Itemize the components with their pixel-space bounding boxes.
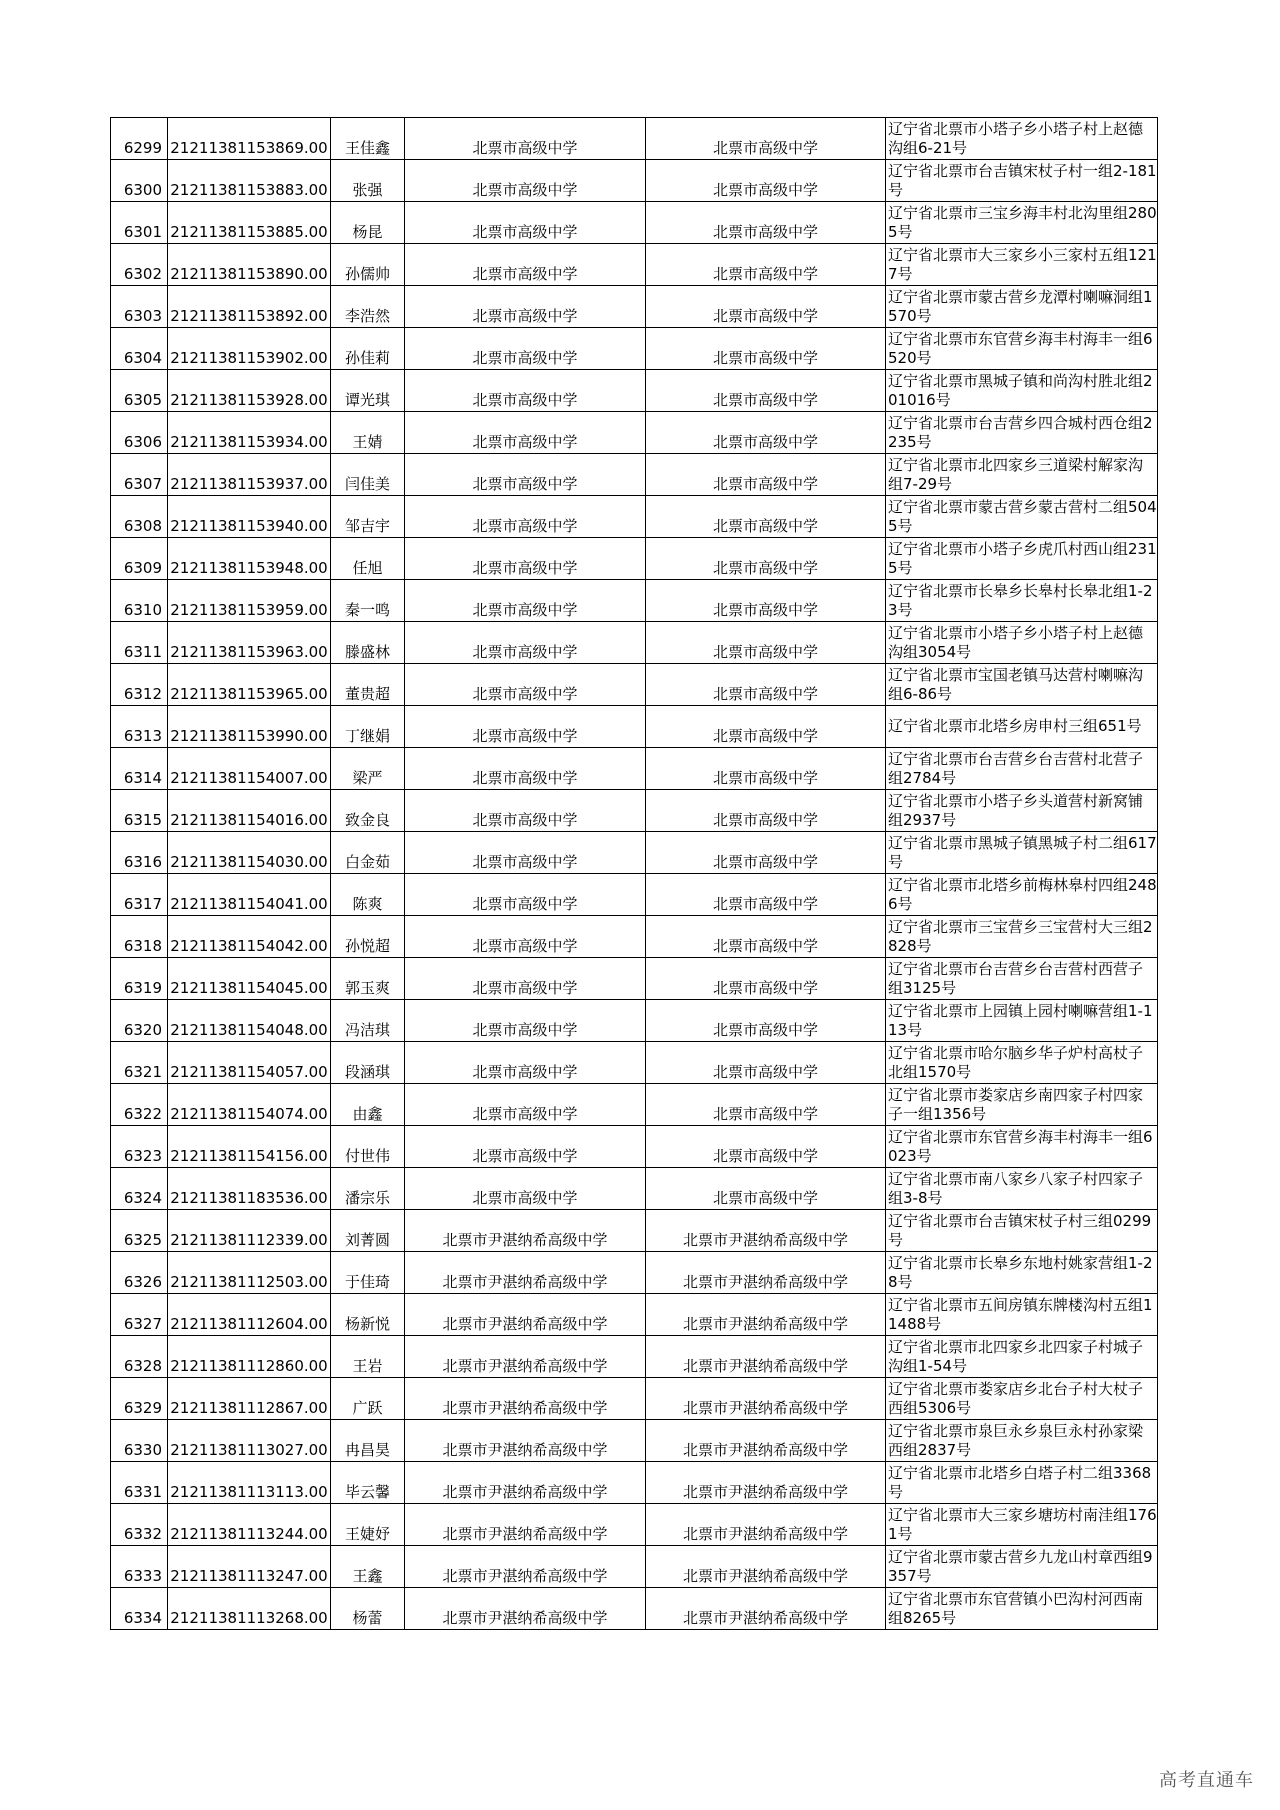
exam-id-cell: 21211381154007.00: [168, 748, 331, 790]
table-row: [111, 664, 1158, 706]
table-row: [111, 1000, 1158, 1042]
exam-id-cell: 21211381153965.00: [168, 664, 331, 706]
student-name-cell: 邹吉宇: [331, 496, 405, 538]
exam-id-cell: 21211381153959.00: [168, 580, 331, 622]
address-cell: 辽宁省北票市台吉镇宋杖子村一组2-181号: [886, 160, 1158, 202]
seq-cell: 6318: [111, 916, 168, 958]
table-row: [111, 1378, 1158, 1420]
exam-id-cell: 21211381153902.00: [168, 328, 331, 370]
seq-cell: 6309: [111, 538, 168, 580]
school-cell: 北票市高级中学: [405, 1084, 646, 1126]
seq-cell: 6303: [111, 286, 168, 328]
seq-cell: 6320: [111, 1000, 168, 1042]
table-row: [111, 286, 1158, 328]
address-cell: 辽宁省北票市北四家乡北四家子村城子沟组1-54号: [886, 1336, 1158, 1378]
school-cell: 北票市尹湛纳希高级中学: [405, 1504, 646, 1546]
school-cell: 北票市高级中学: [405, 160, 646, 202]
table-row: [111, 1336, 1158, 1378]
exam-id-cell: 21211381112604.00: [168, 1294, 331, 1336]
address-cell: 辽宁省北票市娄家店乡北台子村大杖子西组5306号: [886, 1378, 1158, 1420]
seq-cell: 6329: [111, 1378, 168, 1420]
table-row: [111, 874, 1158, 916]
seq-cell: 6307: [111, 454, 168, 496]
address-cell: 辽宁省北票市黑城子镇和尚沟村胜北组201016号: [886, 370, 1158, 412]
graduated-school-cell: 北票市高级中学: [646, 790, 886, 832]
graduated-school-cell: 北票市高级中学: [646, 538, 886, 580]
student-name-cell: 潘宗乐: [331, 1168, 405, 1210]
seq-cell: 6330: [111, 1420, 168, 1462]
exam-id-cell: 21211381113244.00: [168, 1504, 331, 1546]
school-cell: 北票市高级中学: [405, 1000, 646, 1042]
seq-cell: 6334: [111, 1588, 168, 1630]
student-name-cell: 段涵琪: [331, 1042, 405, 1084]
student-name-cell: 任旭: [331, 538, 405, 580]
seq-cell: 6323: [111, 1126, 168, 1168]
address-cell: 辽宁省北票市三宝乡海丰村北沟里组2805号: [886, 202, 1158, 244]
school-cell: 北票市高级中学: [405, 748, 646, 790]
exam-id-cell: 21211381154045.00: [168, 958, 331, 1000]
table-row: [111, 1294, 1158, 1336]
student-name-cell: 秦一鸣: [331, 580, 405, 622]
seq-cell: 6327: [111, 1294, 168, 1336]
graduated-school-cell: 北票市高级中学: [646, 832, 886, 874]
school-cell: 北票市高级中学: [405, 706, 646, 748]
exam-id-cell: 21211381183536.00: [168, 1168, 331, 1210]
student-name-cell: 王鑫: [331, 1546, 405, 1588]
table-row: [111, 160, 1158, 202]
student-name-cell: 梁严: [331, 748, 405, 790]
address-cell: 辽宁省北票市小塔子乡小塔子村上赵德沟组6-21号: [886, 118, 1158, 160]
student-name-cell: 王婧: [331, 412, 405, 454]
seq-cell: 6322: [111, 1084, 168, 1126]
graduated-school-cell: 北票市高级中学: [646, 328, 886, 370]
seq-cell: 6315: [111, 790, 168, 832]
table-row: [111, 1546, 1158, 1588]
graduated-school-cell: 北票市高级中学: [646, 958, 886, 1000]
school-cell: 北票市尹湛纳希高级中学: [405, 1546, 646, 1588]
address-cell: 辽宁省北票市三宝营乡三宝营村大三组2828号: [886, 916, 1158, 958]
address-cell: 辽宁省北票市台吉镇宋杖子村三组0299号: [886, 1210, 1158, 1252]
school-cell: 北票市高级中学: [405, 244, 646, 286]
student-name-cell: 谭光琪: [331, 370, 405, 412]
graduated-school-cell: 北票市高级中学: [646, 412, 886, 454]
school-cell: 北票市高级中学: [405, 1126, 646, 1168]
table-row: [111, 1210, 1158, 1252]
graduated-school-cell: 北票市尹湛纳希高级中学: [646, 1336, 886, 1378]
exam-id-cell: 21211381154156.00: [168, 1126, 331, 1168]
exam-id-cell: 21211381112503.00: [168, 1252, 331, 1294]
address-cell: 辽宁省北票市台吉营乡四合城村西仓组2235号: [886, 412, 1158, 454]
student-name-cell: 张强: [331, 160, 405, 202]
table-row: [111, 622, 1158, 664]
address-cell: 辽宁省北票市东官营乡海丰村海丰一组6520号: [886, 328, 1158, 370]
school-cell: 北票市高级中学: [405, 328, 646, 370]
seq-cell: 6314: [111, 748, 168, 790]
exam-id-cell: 21211381154030.00: [168, 832, 331, 874]
exam-id-cell: 21211381112860.00: [168, 1336, 331, 1378]
graduated-school-cell: 北票市尹湛纳希高级中学: [646, 1420, 886, 1462]
school-cell: 北票市高级中学: [405, 412, 646, 454]
exam-id-cell: 21211381153940.00: [168, 496, 331, 538]
address-cell: 辽宁省北票市小塔子乡头道营村新窝铺组2937号: [886, 790, 1158, 832]
exam-id-cell: 21211381153885.00: [168, 202, 331, 244]
student-name-cell: 郭玉爽: [331, 958, 405, 1000]
exam-id-cell: 21211381112867.00: [168, 1378, 331, 1420]
graduated-school-cell: 北票市高级中学: [646, 748, 886, 790]
graduated-school-cell: 北票市高级中学: [646, 370, 886, 412]
school-cell: 北票市尹湛纳希高级中学: [405, 1378, 646, 1420]
exam-id-cell: 21211381113113.00: [168, 1462, 331, 1504]
student-name-cell: 白金茹: [331, 832, 405, 874]
table-row: [111, 118, 1158, 160]
exam-id-cell: 21211381112339.00: [168, 1210, 331, 1252]
graduated-school-cell: 北票市高级中学: [646, 580, 886, 622]
student-name-cell: 付世伟: [331, 1126, 405, 1168]
table-row: [111, 790, 1158, 832]
student-name-cell: 陈爽: [331, 874, 405, 916]
address-cell: 辽宁省北票市黑城子镇黑城子村二组617号: [886, 832, 1158, 874]
graduated-school-cell: 北票市高级中学: [646, 916, 886, 958]
address-cell: 辽宁省北票市东官营镇小巴沟村河西南组8265号: [886, 1588, 1158, 1630]
seq-cell: 6317: [111, 874, 168, 916]
exam-id-cell: 21211381154057.00: [168, 1042, 331, 1084]
address-cell: 辽宁省北票市北塔乡白塔子村二组3368号: [886, 1462, 1158, 1504]
table-row: [111, 958, 1158, 1000]
address-cell: 辽宁省北票市大三家乡小三家村五组1217号: [886, 244, 1158, 286]
graduated-school-cell: 北票市高级中学: [646, 1126, 886, 1168]
graduated-school-cell: 北票市高级中学: [646, 160, 886, 202]
school-cell: 北票市高级中学: [405, 916, 646, 958]
graduated-school-cell: 北票市高级中学: [646, 202, 886, 244]
school-cell: 北票市尹湛纳希高级中学: [405, 1588, 646, 1630]
graduated-school-cell: 北票市高级中学: [646, 874, 886, 916]
seq-cell: 6325: [111, 1210, 168, 1252]
graduated-school-cell: 北票市高级中学: [646, 622, 886, 664]
exam-id-cell: 21211381153934.00: [168, 412, 331, 454]
school-cell: 北票市高级中学: [405, 370, 646, 412]
graduated-school-cell: 北票市高级中学: [646, 496, 886, 538]
graduated-school-cell: 北票市高级中学: [646, 1168, 886, 1210]
address-cell: 辽宁省北票市娄家店乡南四家子村四家子一组1356号: [886, 1084, 1158, 1126]
exam-id-cell: 21211381154016.00: [168, 790, 331, 832]
student-name-cell: 孙佳莉: [331, 328, 405, 370]
table-row: [111, 1042, 1158, 1084]
student-name-cell: 杨昆: [331, 202, 405, 244]
table-row: [111, 1504, 1158, 1546]
table-row: [111, 412, 1158, 454]
exam-id-cell: 21211381153990.00: [168, 706, 331, 748]
seq-cell: 6333: [111, 1546, 168, 1588]
table-row: [111, 832, 1158, 874]
school-cell: 北票市尹湛纳希高级中学: [405, 1336, 646, 1378]
student-name-cell: 毕云馨: [331, 1462, 405, 1504]
table-row: [111, 706, 1158, 748]
exam-id-cell: 21211381153890.00: [168, 244, 331, 286]
seq-cell: 6319: [111, 958, 168, 1000]
school-cell: 北票市高级中学: [405, 874, 646, 916]
exam-id-cell: 21211381113247.00: [168, 1546, 331, 1588]
exam-id-cell: 21211381154042.00: [168, 916, 331, 958]
student-name-cell: 孙儒帅: [331, 244, 405, 286]
student-name-cell: 王佳鑫: [331, 118, 405, 160]
student-name-cell: 滕盛林: [331, 622, 405, 664]
graduated-school-cell: 北票市尹湛纳希高级中学: [646, 1546, 886, 1588]
student-name-cell: 王婕妤: [331, 1504, 405, 1546]
seq-cell: 6300: [111, 160, 168, 202]
student-name-cell: 刘菁圆: [331, 1210, 405, 1252]
graduated-school-cell: 北票市高级中学: [646, 244, 886, 286]
address-cell: 辽宁省北票市北四家乡三道梁村解家沟组7-29号: [886, 454, 1158, 496]
seq-cell: 6324: [111, 1168, 168, 1210]
graduated-school-cell: 北票市高级中学: [646, 454, 886, 496]
student-name-cell: 丁继娟: [331, 706, 405, 748]
seq-cell: 6328: [111, 1336, 168, 1378]
exam-id-cell: 21211381153869.00: [168, 118, 331, 160]
graduated-school-cell: 北票市高级中学: [646, 1084, 886, 1126]
address-cell: 辽宁省北票市小塔子乡虎爪村西山组2315号: [886, 538, 1158, 580]
table-row: [111, 202, 1158, 244]
seq-cell: 6302: [111, 244, 168, 286]
student-name-cell: 致金良: [331, 790, 405, 832]
address-cell: 辽宁省北票市长皋乡东地村姚家营组1-28号: [886, 1252, 1158, 1294]
school-cell: 北票市高级中学: [405, 790, 646, 832]
school-cell: 北票市高级中学: [405, 118, 646, 160]
table-row: [111, 1084, 1158, 1126]
address-cell: 辽宁省北票市蒙古营乡蒙古营村二组5045号: [886, 496, 1158, 538]
exam-id-cell: 21211381154041.00: [168, 874, 331, 916]
exam-id-cell: 21211381153948.00: [168, 538, 331, 580]
address-cell: 辽宁省北票市北塔乡房申村三组651号: [886, 706, 1158, 748]
table-row: [111, 454, 1158, 496]
school-cell: 北票市高级中学: [405, 286, 646, 328]
school-cell: 北票市尹湛纳希高级中学: [405, 1420, 646, 1462]
address-cell: 辽宁省北票市泉巨永乡泉巨永村孙家梁西组2837号: [886, 1420, 1158, 1462]
school-cell: 北票市尹湛纳希高级中学: [405, 1252, 646, 1294]
seq-cell: 6305: [111, 370, 168, 412]
address-cell: 辽宁省北票市蒙古营乡龙潭村喇嘛洞组1570号: [886, 286, 1158, 328]
student-name-cell: 杨蕾: [331, 1588, 405, 1630]
graduated-school-cell: 北票市高级中学: [646, 286, 886, 328]
student-name-cell: 李浩然: [331, 286, 405, 328]
address-cell: 辽宁省北票市长皋乡长皋村长皋北组1-23号: [886, 580, 1158, 622]
address-cell: 辽宁省北票市大三家乡塘坊村南洼组1761号: [886, 1504, 1158, 1546]
student-name-cell: 闫佳美: [331, 454, 405, 496]
table-row: [111, 496, 1158, 538]
exam-id-cell: 21211381113027.00: [168, 1420, 331, 1462]
table-row: [111, 1462, 1158, 1504]
student-name-cell: 董贵超: [331, 664, 405, 706]
school-cell: 北票市高级中学: [405, 202, 646, 244]
table-row: [111, 244, 1158, 286]
graduated-school-cell: 北票市尹湛纳希高级中学: [646, 1462, 886, 1504]
table-body: [111, 118, 1158, 1630]
seq-cell: 6304: [111, 328, 168, 370]
student-name-cell: 孙悦超: [331, 916, 405, 958]
student-name-cell: 广跃: [331, 1378, 405, 1420]
school-cell: 北票市尹湛纳希高级中学: [405, 1294, 646, 1336]
address-cell: 辽宁省北票市北塔乡前梅林皋村四组2486号: [886, 874, 1158, 916]
student-name-cell: 冉昌昊: [331, 1420, 405, 1462]
seq-cell: 6311: [111, 622, 168, 664]
table-row: [111, 1126, 1158, 1168]
exam-id-cell: 21211381153883.00: [168, 160, 331, 202]
graduated-school-cell: 北票市尹湛纳希高级中学: [646, 1378, 886, 1420]
school-cell: 北票市高级中学: [405, 580, 646, 622]
school-cell: 北票市高级中学: [405, 958, 646, 1000]
seq-cell: 6313: [111, 706, 168, 748]
school-cell: 北票市高级中学: [405, 622, 646, 664]
graduated-school-cell: 北票市尹湛纳希高级中学: [646, 1504, 886, 1546]
graduated-school-cell: 北票市高级中学: [646, 1000, 886, 1042]
school-cell: 北票市高级中学: [405, 832, 646, 874]
exam-id-cell: 21211381113268.00: [168, 1588, 331, 1630]
address-cell: 辽宁省北票市小塔子乡小塔子村上赵德沟组3054号: [886, 622, 1158, 664]
graduated-school-cell: 北票市高级中学: [646, 706, 886, 748]
exam-id-cell: 21211381153963.00: [168, 622, 331, 664]
graduated-school-cell: 北票市尹湛纳希高级中学: [646, 1588, 886, 1630]
school-cell: 北票市高级中学: [405, 664, 646, 706]
graduated-school-cell: 北票市高级中学: [646, 1042, 886, 1084]
address-cell: 辽宁省北票市上园镇上园村喇嘛营组1-113号: [886, 1000, 1158, 1042]
seq-cell: 6321: [111, 1042, 168, 1084]
graduated-school-cell: 北票市尹湛纳希高级中学: [646, 1252, 886, 1294]
table-row: [111, 370, 1158, 412]
student-name-cell: 杨新悦: [331, 1294, 405, 1336]
address-cell: 辽宁省北票市哈尔脑乡华子炉村高杖子北组1570号: [886, 1042, 1158, 1084]
table-row: [111, 748, 1158, 790]
table-row: [111, 328, 1158, 370]
seq-cell: 6310: [111, 580, 168, 622]
graduated-school-cell: 北票市尹湛纳希高级中学: [646, 1210, 886, 1252]
graduated-school-cell: 北票市尹湛纳希高级中学: [646, 1294, 886, 1336]
address-cell: 辽宁省北票市五间房镇东牌楼沟村五组11488号: [886, 1294, 1158, 1336]
seq-cell: 6312: [111, 664, 168, 706]
school-cell: 北票市高级中学: [405, 538, 646, 580]
graduated-school-cell: 北票市高级中学: [646, 118, 886, 160]
school-cell: 北票市高级中学: [405, 454, 646, 496]
address-cell: 辽宁省北票市台吉营乡台吉营村西营子组3125号: [886, 958, 1158, 1000]
table-row: [111, 1588, 1158, 1630]
student-name-cell: 由鑫: [331, 1084, 405, 1126]
school-cell: 北票市高级中学: [405, 1042, 646, 1084]
address-cell: 辽宁省北票市南八家乡八家子村四家子组3-8号: [886, 1168, 1158, 1210]
school-cell: 北票市高级中学: [405, 1168, 646, 1210]
table-row: [111, 580, 1158, 622]
student-roster-table: [110, 117, 1158, 1630]
seq-cell: 6332: [111, 1504, 168, 1546]
student-name-cell: 冯洁琪: [331, 1000, 405, 1042]
seq-cell: 6326: [111, 1252, 168, 1294]
student-name-cell: 王岩: [331, 1336, 405, 1378]
table-row: [111, 1420, 1158, 1462]
exam-id-cell: 21211381153892.00: [168, 286, 331, 328]
graduated-school-cell: 北票市高级中学: [646, 664, 886, 706]
table-row: [111, 538, 1158, 580]
table-row: [111, 1252, 1158, 1294]
exam-id-cell: 21211381154048.00: [168, 1000, 331, 1042]
seq-cell: 6299: [111, 118, 168, 160]
address-cell: 辽宁省北票市台吉营乡台吉营村北营子组2784号: [886, 748, 1158, 790]
seq-cell: 6301: [111, 202, 168, 244]
school-cell: 北票市尹湛纳希高级中学: [405, 1210, 646, 1252]
seq-cell: 6331: [111, 1462, 168, 1504]
address-cell: 辽宁省北票市蒙古营乡九龙山村章西组9357号: [886, 1546, 1158, 1588]
exam-id-cell: 21211381154074.00: [168, 1084, 331, 1126]
seq-cell: 6308: [111, 496, 168, 538]
table-row: [111, 916, 1158, 958]
address-cell: 辽宁省北票市宝国老镇马达营村喇嘛沟组6-86号: [886, 664, 1158, 706]
seq-cell: 6306: [111, 412, 168, 454]
address-cell: 辽宁省北票市东官营乡海丰村海丰一组6023号: [886, 1126, 1158, 1168]
exam-id-cell: 21211381153937.00: [168, 454, 331, 496]
student-name-cell: 于佳琦: [331, 1252, 405, 1294]
seq-cell: 6316: [111, 832, 168, 874]
watermark-text: 高考直通车: [1159, 1770, 1254, 1791]
school-cell: 北票市尹湛纳希高级中学: [405, 1462, 646, 1504]
school-cell: 北票市高级中学: [405, 496, 646, 538]
table-row: [111, 1168, 1158, 1210]
exam-id-cell: 21211381153928.00: [168, 370, 331, 412]
